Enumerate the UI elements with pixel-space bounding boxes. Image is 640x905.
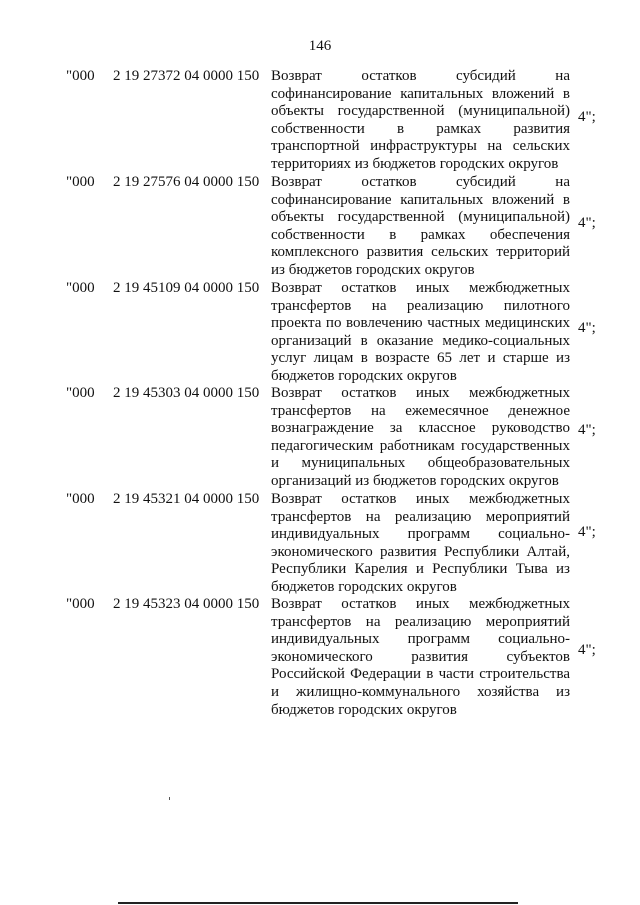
budget-code: 2 19 45109 04 0000 150 xyxy=(113,280,260,296)
entry-description: Возврат остатков субсидий на софинансирование капитальных вложений в объекты государственной (муниципальной) собственности в рамках развития транспортной инфраструктуры на сельских территориях из бюджетов городских округов xyxy=(271,68,570,172)
entry-suffix: 4"; xyxy=(578,320,596,336)
entry-prefix: "000 xyxy=(66,68,95,84)
budget-code: 2 19 27576 04 0000 150 xyxy=(113,174,260,190)
entry-prefix: "000 xyxy=(66,491,95,507)
budget-code: 2 19 45321 04 0000 150 xyxy=(113,491,260,507)
page-number: 146 xyxy=(308,38,332,54)
entry-suffix: 4"; xyxy=(578,422,596,438)
budget-code: 2 19 45303 04 0000 150 xyxy=(113,385,260,401)
entry-description: Возврат остатков иных межбюджетных трансфертов на ежемесячное денежное вознаграждение за классное руководство педагогическим работникам государственных и муниципальных общеобразовательных организаций из бюджетов городских округов xyxy=(271,385,570,489)
page-bottom-edge xyxy=(118,902,518,904)
scan-speck xyxy=(169,797,170,800)
entry-suffix: 4"; xyxy=(578,215,596,231)
budget-code: 2 19 45323 04 0000 150 xyxy=(113,596,260,612)
entry-suffix: 4"; xyxy=(578,524,596,540)
entry-prefix: "000 xyxy=(66,385,95,401)
entry-suffix: 4"; xyxy=(578,642,596,658)
entry-description: Возврат остатков субсидий на софинансирование капитальных вложений в объекты государственной (муниципальной) собственности в рамках обеспечения комплексного развития сельских территорий из бюджетов городских округов xyxy=(271,174,570,278)
entry-description: Возврат остатков иных межбюджетных трансфертов на реализацию мероприятий индивидуальных программ социально-экономического развития субъектов Российской Федерации в части строительства и жилищно-коммунального хозяйства из бюджетов городских округов xyxy=(271,596,570,718)
entry-prefix: "000 xyxy=(66,280,95,296)
entry-prefix: "000 xyxy=(66,596,95,612)
entry-prefix: "000 xyxy=(66,174,95,190)
budget-code: 2 19 27372 04 0000 150 xyxy=(113,68,260,84)
entry-description: Возврат остатков иных межбюджетных трансфертов на реализацию пилотного проекта по вовлечению частных медицинских организаций в оказание медико-социальных услуг лицам в возрасте 65 лет и старше из бюджетов городских округов xyxy=(271,280,570,384)
entry-description: Возврат остатков иных межбюджетных трансфертов на реализацию мероприятий индивидуальных программ социально-экономического развития Республики Алтай, Республики Карелия и Республики Тыва из бюджетов городских округов xyxy=(271,491,570,595)
entry-suffix: 4"; xyxy=(578,109,596,125)
